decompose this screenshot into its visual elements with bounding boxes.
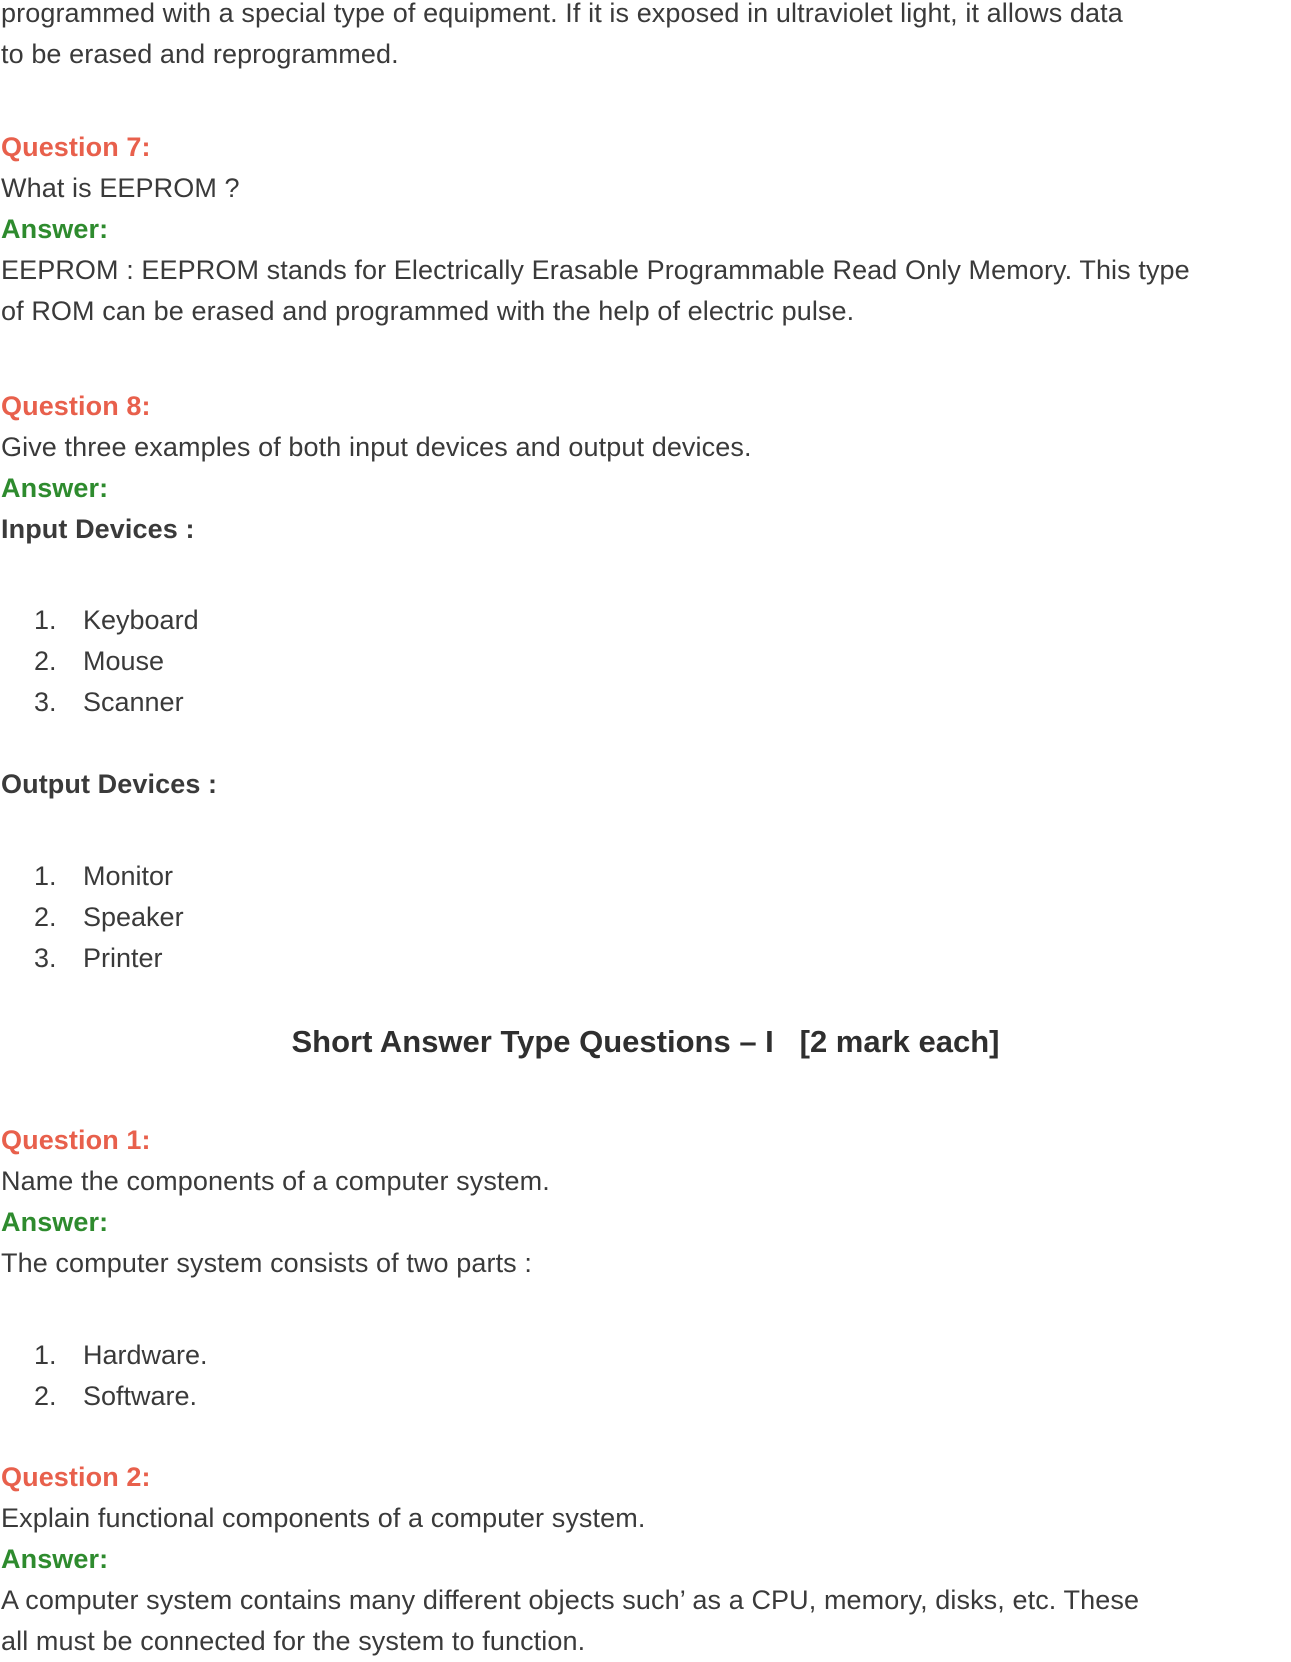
output-devices-heading: Output Devices : (1, 769, 218, 799)
list-item-number: 2. (34, 646, 57, 676)
list-item-number: 3. (34, 943, 57, 973)
short-question-2-answer-label: Answer: (1, 1544, 109, 1574)
intro-line-2: to be erased and reprogrammed. (1, 39, 399, 69)
list-item-number: 2. (34, 902, 57, 932)
intro-line-1: programmed with a special type of equipment. If it is exposed in ultraviolet light, it allows data (1, 0, 1123, 28)
question-7-answer-label: Answer: (1, 214, 109, 244)
short-question-2-answer-line-1: A computer system contains many different objects such’ as a CPU, memory, disks, etc. These (1, 1585, 1140, 1615)
short-question-1-label: Question 1: (1, 1125, 151, 1155)
list-item-text: Keyboard (83, 605, 199, 635)
list-item-number: 1. (34, 605, 57, 635)
section-heading: Short Answer Type Questions – I [2 mark each] (291, 1024, 1000, 1059)
list-item-text: Software. (83, 1381, 198, 1411)
short-question-2-answer-line-2: all must be connected for the system to function. (1, 1626, 586, 1656)
question-7-text: What is EEPROM ? (1, 173, 240, 203)
question-8-answer-label: Answer: (1, 473, 109, 503)
short-question-2-label: Question 2: (1, 1462, 151, 1492)
input-devices-heading: Input Devices : (1, 514, 195, 544)
short-question-1-text: Name the components of a computer system. (1, 1166, 550, 1196)
list-item-number: 1. (34, 861, 57, 891)
list-item-text: Scanner (83, 687, 184, 717)
question-8-text: Give three examples of both input devices and output devices. (1, 432, 752, 462)
question-7-label: Question 7: (1, 132, 151, 162)
list-item-text: Monitor (83, 861, 174, 891)
short-question-1-answer-intro: The computer system consists of two parts : (1, 1248, 532, 1278)
question-7-answer-line-1: EEPROM : EEPROM stands for Electrically Erasable Programmable Read Only Memory. This type (1, 255, 1190, 285)
short-question-1-answer-label: Answer: (1, 1207, 109, 1237)
list-item-text: Printer (83, 943, 163, 973)
list-item-number: 1. (34, 1340, 57, 1370)
question-7-answer-line-2: of ROM can be erased and programmed with the help of electric pulse. (1, 296, 855, 326)
list-item-text: Hardware. (83, 1340, 208, 1370)
list-item-number: 3. (34, 687, 57, 717)
list-item-number: 2. (34, 1381, 57, 1411)
short-question-2-text: Explain functional components of a computer system. (1, 1503, 646, 1533)
list-item-text: Mouse (83, 646, 165, 676)
question-8-label: Question 8: (1, 391, 151, 421)
list-item-text: Speaker (83, 902, 184, 932)
